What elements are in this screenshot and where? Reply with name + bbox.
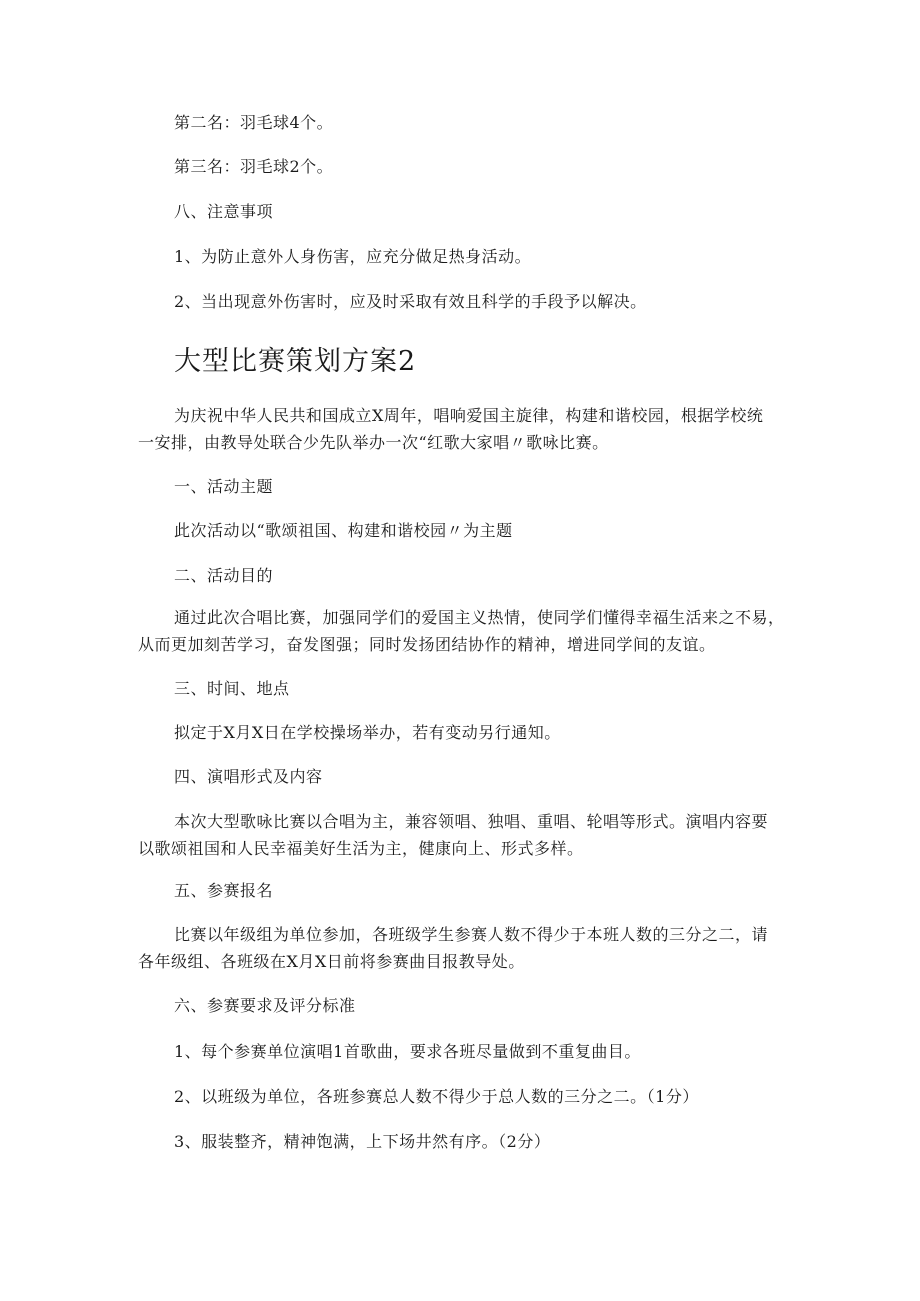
time-heading: 三、时间、地点 <box>174 679 290 698</box>
note-item-1: 1、为防止意外人身伤害，应充分做足热身活动。 <box>174 247 532 266</box>
requirement-item-1: 1、每个参赛单位演唱1首歌曲，要求各班尽量做到不重复曲目。 <box>174 1042 641 1061</box>
theme-heading: 一、活动主题 <box>174 477 274 496</box>
theme-text: 此次活动以“歌颂祖国、构建和谐校园〃为主题 <box>174 521 513 540</box>
prize-third: 第三名：羽毛球2个。 <box>174 157 334 176</box>
signup-line-2: 各年级组、各班级在X月X日前将参赛曲目报教导处。 <box>138 952 525 971</box>
section-title: 大型比赛策划方案2 <box>174 346 417 377</box>
purpose-line-1: 通过此次合唱比赛，加强同学们的爱国主义热情，使同学们懂得幸福生活来之不易， <box>174 608 785 627</box>
form-line-2: 以歌颂祖国和人民幸福美好生活为主，健康向上、形式多样。 <box>138 839 584 858</box>
intro-line-2: 一安排，由教导处联合少先队举办一次“红歌大家唱〃歌咏比赛。 <box>138 433 609 452</box>
signup-heading: 五、参赛报名 <box>174 881 274 900</box>
requirements-heading: 六、参赛要求及评分标准 <box>174 996 356 1015</box>
signup-line-1: 比赛以年级组为单位参加，各班级学生参赛人数不得少于本班人数的三分之二，请 <box>174 925 769 944</box>
notes-heading: 八、注意事项 <box>174 202 274 221</box>
form-heading: 四、演唱形式及内容 <box>174 767 323 786</box>
requirement-item-3: 3、服装整齐，精神饱满，上下场井然有序。（2分） <box>174 1132 551 1151</box>
purpose-line-2: 从而更加刻苦学习，奋发图强；同时发扬团结协作的精神，增进同学间的友谊。 <box>138 635 716 654</box>
purpose-heading: 二、活动目的 <box>174 566 274 585</box>
requirement-item-2: 2、以班级为单位，各班参赛总人数不得少于总人数的三分之二。（1分） <box>174 1087 699 1106</box>
time-text: 拟定于X月X日在学校操场举办，若有变动另行通知。 <box>174 723 561 742</box>
prize-second: 第二名：羽毛球4个。 <box>174 113 334 132</box>
intro-line-1: 为庆祝中华人民共和国成立X周年，唱响爱国主旋律，构建和谐校园，根据学校统 <box>174 406 764 425</box>
form-line-1: 本次大型歌咏比赛以合唱为主，兼容领唱、独唱、重唱、轮唱等形式。演唱内容要 <box>174 812 769 831</box>
note-item-2: 2、当出现意外伤害时，应及时采取有效且科学的手段予以解决。 <box>174 292 647 311</box>
